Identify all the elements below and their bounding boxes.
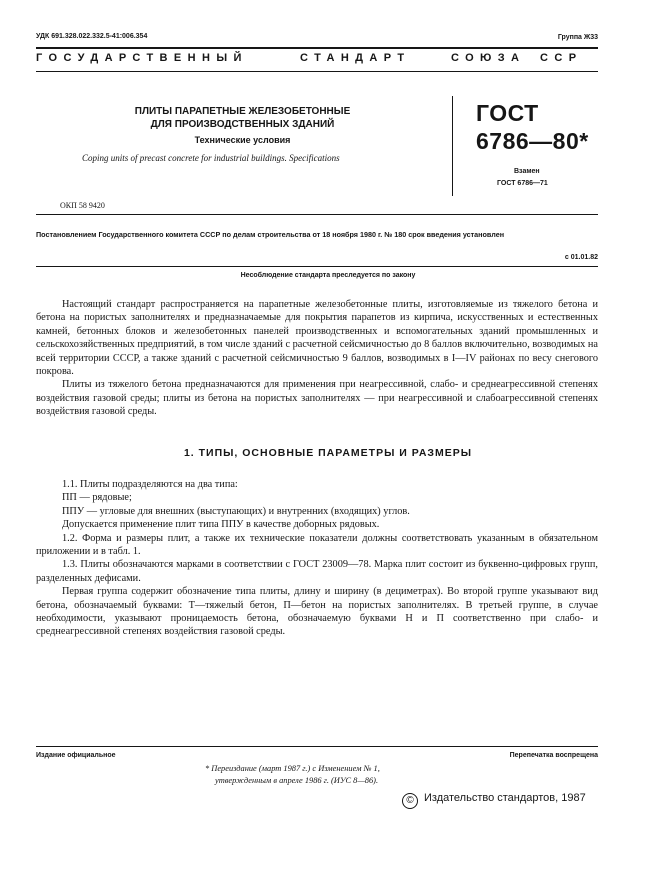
reprint-note-line-2: утвержденным в апреле 1986 г. (ИУС 8—86).	[215, 776, 379, 785]
gost-label: ГОСТ	[476, 100, 539, 126]
banner-word-1: ГОСУДАРСТВЕННЫЙ	[36, 52, 248, 64]
banner-rule	[36, 71, 598, 72]
clause-1-2: 1.2. Форма и размеры плит, а также их технические показатели должны соответствовать указанным в обязательном приложении и в табл. 1.	[36, 532, 598, 558]
footer-rule	[36, 746, 598, 747]
official-edition: Издание официальное	[36, 752, 116, 759]
clause-1-1-note: Допускается применение плит типа ППУ в качестве доборных рядовых.	[62, 519, 380, 531]
clause-1-3: 1.3. Плиты обозначаются марками в соответствии с ГОСТ 23009—78. Марка плит состоит из буквенно-цифровых групп, разделенных дефисами.	[36, 559, 598, 584]
okp-rule	[36, 214, 598, 215]
title-english: Coping units of precast concrete for industrial buildings. Specifications	[82, 153, 340, 163]
banner-word-4: ССР	[540, 52, 583, 64]
banner-word-2: СТАНДАРТ	[300, 52, 411, 64]
intro-paragraph-1: Настоящий стандарт распространяется на парапетные железобетонные плиты, изготовляемые из тяжелого бетона и бетона на пористых заполнителях и предназначаемые для покрытия парапетов из кирпича, искусственных и естественных камней, бетонных блоков и железобетонных панелей производственных и вспомогательных зданий промышленных и сельскохозяйственных предприятий, в том числе зданий с расчетной сейсмичностью до 8 баллов включительно, возводимых на всей территории СССР, а также зданий с расчетной сейсмичностью 9 баллов, возводимых в I—IV районах по весу снегового покрова.	[36, 299, 598, 378]
reprint-prohibited: Перепечатка воспрещена	[509, 752, 598, 759]
section-body	[36, 478, 598, 639]
clause-1-1: 1.1. Плиты подразделяются на два типа:	[62, 479, 238, 490]
effective-date: с 01.01.82	[564, 254, 598, 261]
publisher-line	[402, 792, 586, 809]
title-divider	[452, 96, 453, 196]
copyright-icon: ©	[402, 793, 418, 809]
section-title: 1. ТИПЫ, ОСНОВНЫЕ ПАРАМЕТРЫ И РАЗМЕРЫ	[183, 447, 473, 459]
legal-notice: Несоблюдение стандарта преследуется по закону	[240, 272, 416, 279]
reprint-note-line-1: * Переиздание (март 1987 г.) с Изменением № 1,	[205, 764, 380, 773]
top-rule	[36, 47, 598, 49]
clause-1-1-type-pp: ПП — рядовые;	[62, 492, 132, 504]
clause-1-1-type-ppu: ППУ — угловые для внешних (выступающих) и внутренних (входящих) углов.	[62, 505, 410, 517]
title-line-3: Технические условия	[194, 135, 291, 145]
group-code: Группа Ж33	[557, 34, 598, 41]
title-line-2: ДЛЯ ПРОИЗВОДСТВЕННЫХ ЗДАНИЙ	[150, 119, 335, 130]
udk-code: УДК 691.328.022.332.5-41:006.354	[36, 33, 148, 40]
banner-word-3: СОЮЗА	[451, 52, 526, 64]
decree-rule	[36, 266, 598, 267]
intro-paragraph-2: Плиты из тяжелого бетона предназначаются для применения при неагрессивной, слабо- и среднеагрессивной степенях воздействия газовой среды; плиты из бетона на пористых заполнителях — при неагрессивной и слабоагрессивной степенях воздействия газовой среды.	[36, 379, 598, 418]
okp-code: ОКП 58 9420	[60, 201, 105, 210]
intro-text	[36, 298, 598, 419]
title-line-1: ПЛИТЫ ПАРАПЕТНЫЕ ЖЕЛЕЗОБЕТОННЫЕ	[134, 106, 351, 117]
reprint-note	[205, 763, 380, 787]
publisher-name: Издательство стандартов, 1987	[424, 792, 586, 804]
decree-text: Постановлением Государственного комитета СССР по делам строительства от 18 ноября 1980 г. № 180 срок введения установлен	[36, 230, 505, 239]
replace-label: Взамен	[514, 168, 540, 175]
gost-number: 6786—80*	[476, 128, 589, 154]
replace-value: ГОСТ 6786—71	[497, 180, 548, 187]
clause-1-3-groups: Первая группа содержит обозначение типа плиты, длину и ширину (в дециметрах). Во второй группе указывают вид бетона, обозначаемый буквами: Т—тяжелый бетон, П—бетон на пористых заполнителях. В третьей группе, в случае необходимости, указывают проницаемость бетона, обозначаемую буквами Н и П соответственно при слабо- и среднеагрессивной степенях воздействия газовой среды.	[36, 586, 598, 638]
